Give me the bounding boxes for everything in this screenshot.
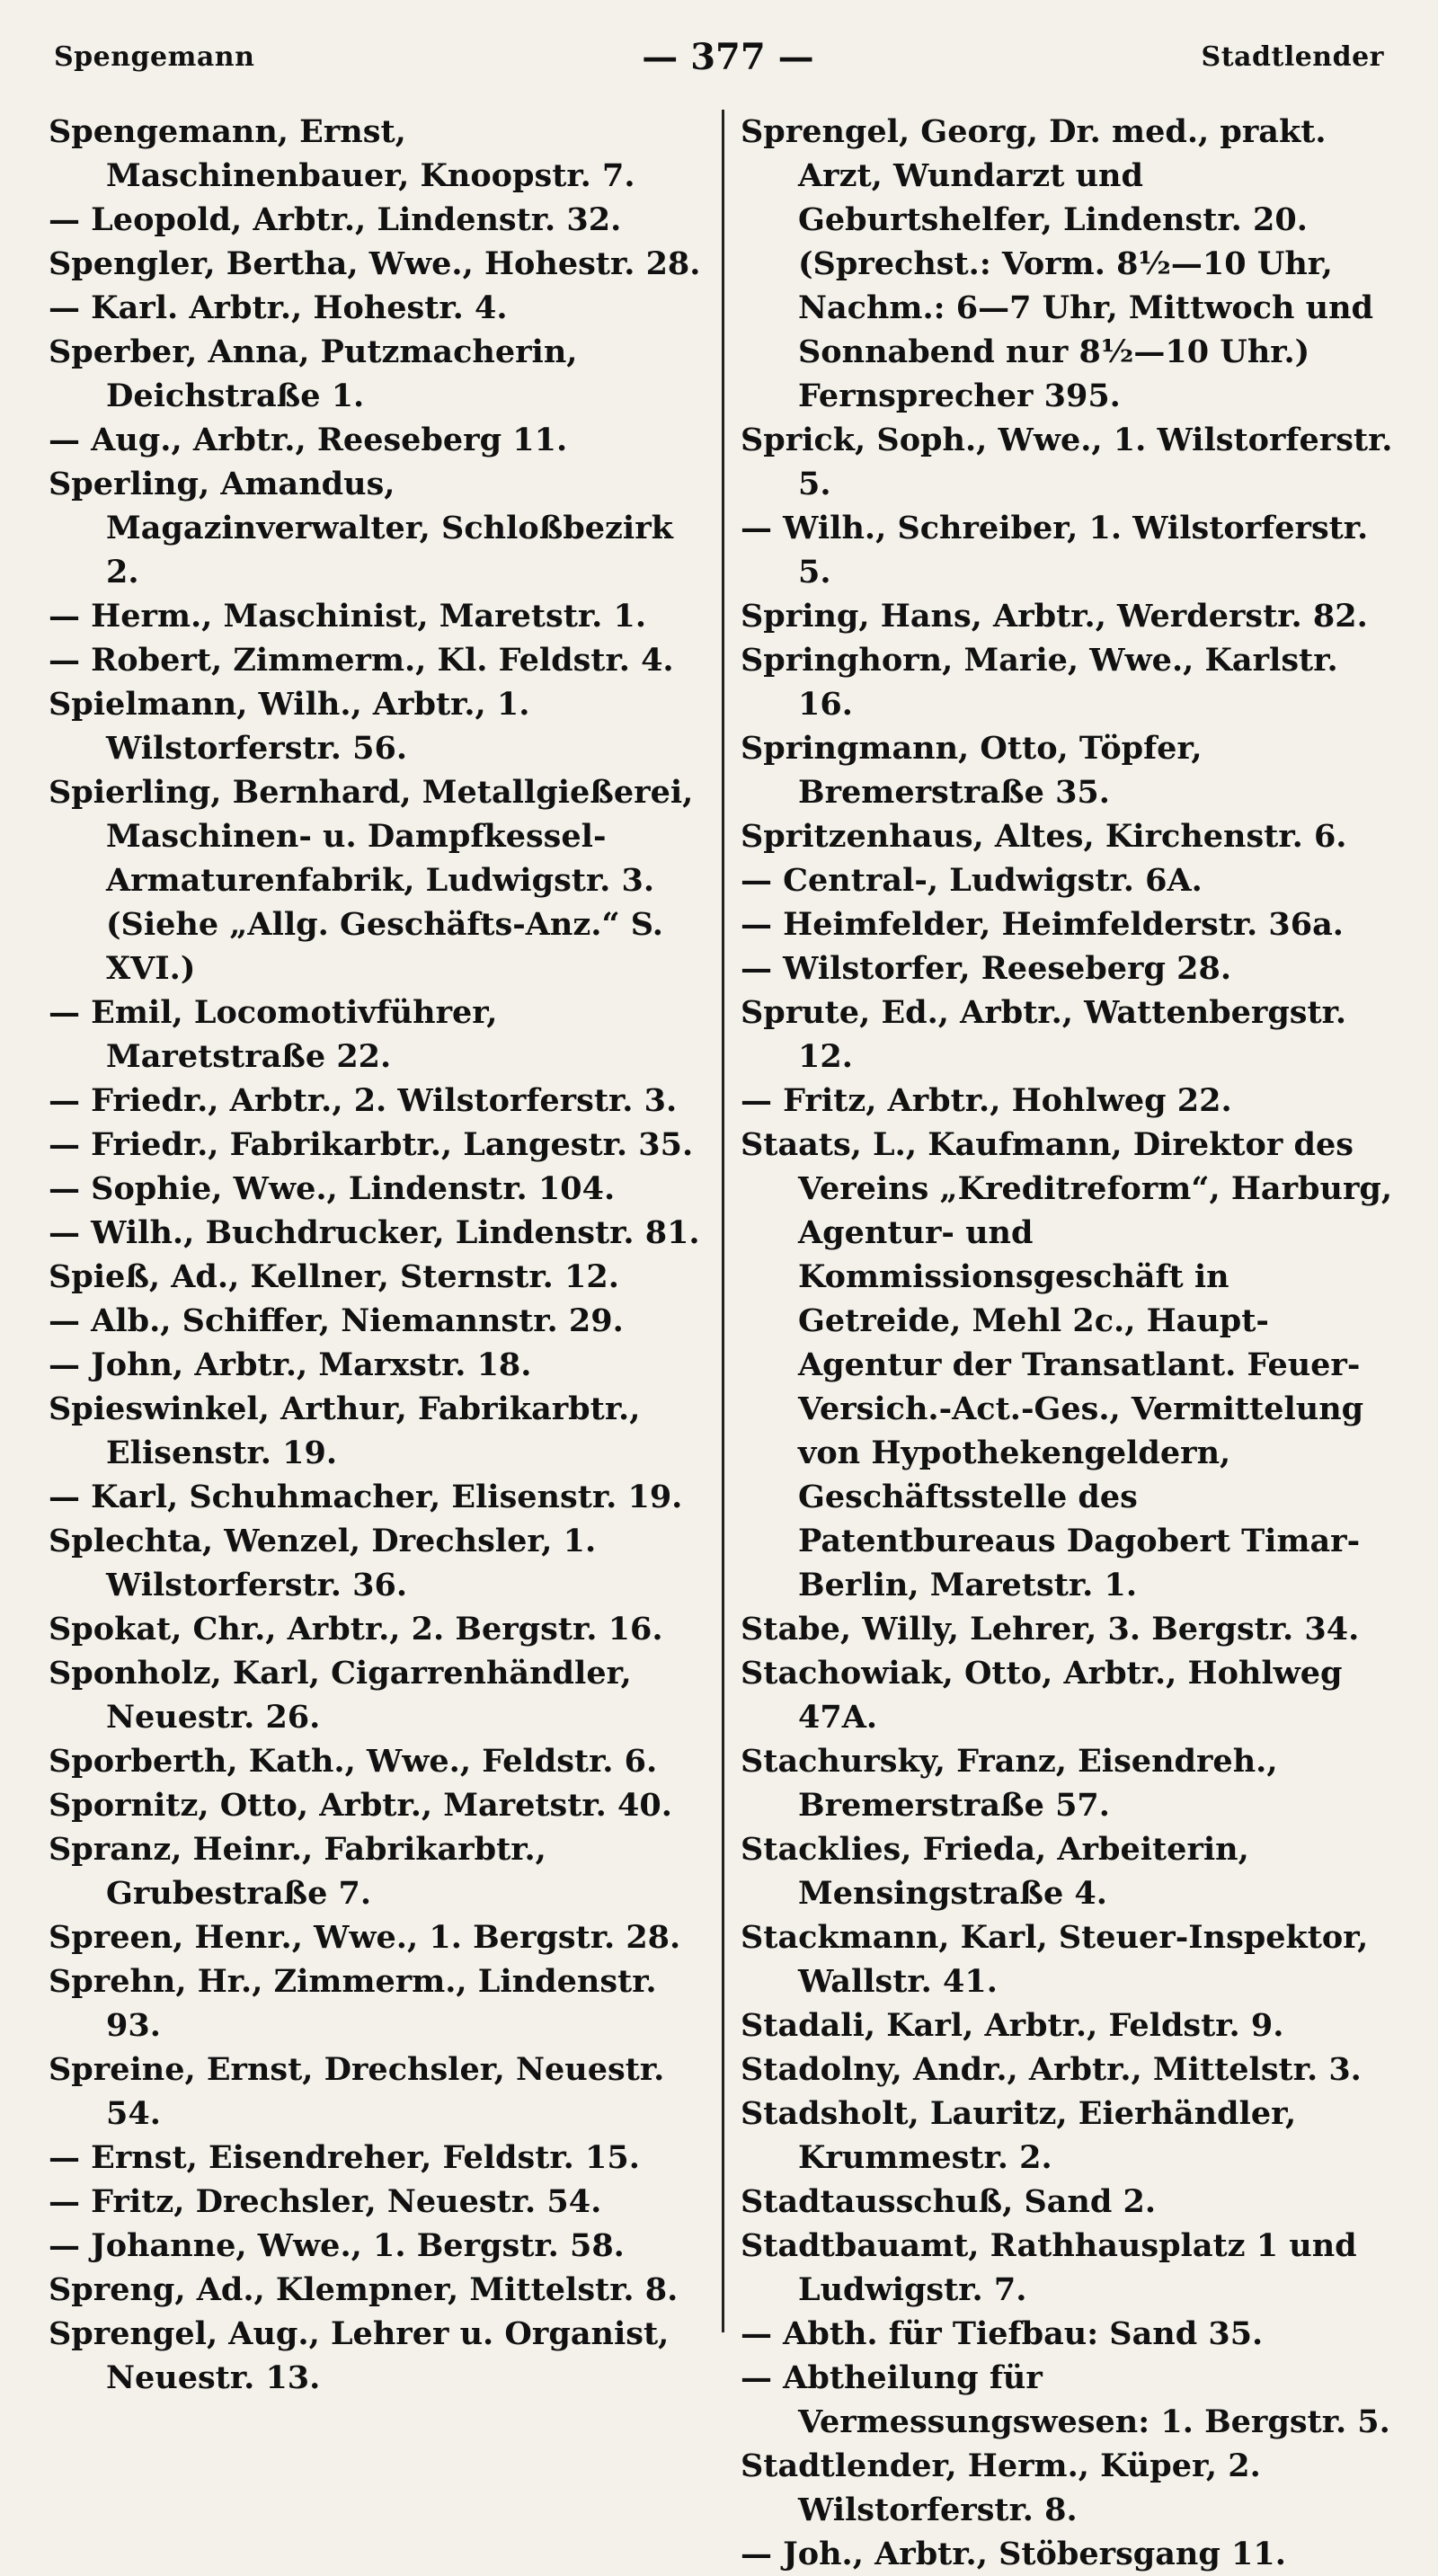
directory-entry: Stadtlender, Herm., Küper, 2. Wilstorferstr. 8.: [741, 2447, 1261, 2528]
directory-entry: — Leopold, Arbtr., Lindenstr. 32.: [49, 201, 622, 238]
directory-entry: — Heimfelder, Heimfelderstr. 36a.: [741, 906, 1344, 943]
directory-entry: — Joh., Arbtr., Stöbersgang 11.: [741, 2536, 1286, 2572]
directory-entry: Sprengel, Aug., Lehrer u. Organist, Neuestr. 13.: [49, 2315, 670, 2396]
directory-entry: Spring, Hans, Arbtr., Werderstr. 82.: [741, 598, 1368, 635]
directory-entry: Sprute, Ed., Arbtr., Wattenbergstr. 12.: [741, 994, 1347, 1075]
directory-entry: Sprehn, Hr., Zimmerm., Lindenstr. 93.: [49, 1963, 657, 2044]
directory-entry: — Robert, Zimmerm., Kl. Feldstr. 4.: [49, 642, 674, 679]
directory-entry: Spengemann, Ernst, Maschinenbauer, Knoopstr. 7.: [49, 113, 635, 194]
running-head-left: Spengemann: [54, 40, 255, 73]
directory-entry: — Friedr., Arbtr., 2. Wilstorferstr. 3.: [49, 1082, 678, 1119]
directory-entry: Spengler, Bertha, Wwe., Hohestr. 28.: [49, 245, 701, 282]
directory-entry: Spornitz, Otto, Arbtr., Maretstr. 40.: [49, 1787, 672, 1824]
directory-entry: Spritzenhaus, Altes, Kirchenstr. 6.: [741, 818, 1347, 855]
directory-entry: Stabe, Willy, Lehrer, 3. Bergstr. 34.: [741, 1611, 1360, 1648]
directory-entry: — Aug., Arbtr., Reeseberg 11.: [49, 422, 568, 458]
directory-entry: — Wilh., Buchdrucker, Lindenstr. 81.: [49, 1214, 700, 1251]
directory-entry: — Alb., Schiffer, Niemannstr. 29.: [49, 1302, 624, 1339]
page-header: [54, 25, 1384, 88]
directory-entry: Spierling, Bernhard, Metallgießerei, Maschinen- u. Dampfkessel-Armaturenfabrik, Ludwigstr. 3. (Siehe „Allg. Geschäfts-Anz.“ S. XVI.): [49, 774, 694, 987]
directory-entry: Stachowiak, Otto, Arbtr., Hohlweg 47A.: [741, 1655, 1343, 1736]
directory-entry: Spielmann, Wilh., Arbtr., 1. Wilstorferstr. 56.: [49, 686, 530, 767]
directory-entry: Spieß, Ad., Kellner, Sternstr. 12.: [49, 1258, 619, 1295]
directory-entry: Stadali, Karl, Arbtr., Feldstr. 9.: [741, 2007, 1284, 2044]
left-column: [49, 110, 722, 2396]
directory-entry: — Fritz, Drechsler, Neuestr. 54.: [49, 2183, 602, 2220]
directory-entry: Stadsholt, Lauritz, Eierhändler, Krummestr. 2.: [741, 2095, 1297, 2176]
running-head-right: Stadtlender: [1201, 40, 1384, 73]
directory-entry: Sporberth, Kath., Wwe., Feldstr. 6.: [49, 1743, 658, 1780]
directory-entry: Staats, L., Kaufmann, Direktor des Vereins „Kreditreform“, Harburg, Agentur- und Kommissionsgeschäft in Getreide, Mehl 2c., Haupt-Agentur der Transatlant. Feuer-Versich.-Act.-Ges., Vermittelung von Hypothekengeldern, Geschäftsstelle des Patentbureaus Dagobert Timar-Berlin, Maretstr. 1.: [741, 1126, 1393, 1603]
directory-entry: — Herm., Maschinist, Maretstr. 1.: [49, 598, 647, 635]
right-column: [722, 110, 1395, 2572]
directory-entry: Stadtausschuß, Sand 2.: [741, 2183, 1157, 2220]
directory-entry: Stachursky, Franz, Eisendreh., Bremerstraße 57.: [741, 1743, 1278, 1824]
directory-entry: — Central-, Ludwigstr. 6A.: [741, 862, 1203, 899]
directory-entry: Springmann, Otto, Töpfer, Bremerstraße 35.: [741, 730, 1203, 811]
directory-entry: — Karl, Schuhmacher, Elisenstr. 19.: [49, 1479, 683, 1515]
directory-entry: — Karl. Arbtr., Hohestr. 4.: [49, 289, 508, 326]
directory-entry: — Wilstorfer, Reeseberg 28.: [741, 950, 1232, 987]
directory-entry: — Abth. für Tiefbau: Sand 35.: [741, 2315, 1264, 2352]
directory-entry: Sperber, Anna, Putzmacherin, Deichstraße 1.: [49, 333, 578, 414]
directory-entry: Spokat, Chr., Arbtr., 2. Bergstr. 16.: [49, 1611, 663, 1648]
directory-entry: Stadolny, Andr., Arbtr., Mittelstr. 3.: [741, 2051, 1362, 2088]
directory-entry: Stackmann, Karl, Steuer-Inspektor, Wallstr. 41.: [741, 1919, 1369, 2000]
directory-entry: Spreine, Ernst, Drechsler, Neuestr. 54.: [49, 2051, 665, 2132]
directory-entry: — Sophie, Wwe., Lindenstr. 104.: [49, 1170, 616, 1207]
directory-entry: — Ernst, Eisendreher, Feldstr. 15.: [49, 2139, 640, 2176]
directory-entry: Spranz, Heinr., Fabrikarbtr., Grubestraße 7.: [49, 1831, 546, 1912]
page-number: — 377 —: [642, 35, 814, 78]
directory-entry: Splechta, Wenzel, Drechsler, 1. Wilstorferstr. 36.: [49, 1523, 597, 1603]
directory-entry: — Abtheilung für Vermessungswesen: 1. Bergstr. 5.: [741, 2359, 1390, 2440]
directory-entry: — Wilh., Schreiber, 1. Wilstorferstr. 5.: [741, 510, 1369, 591]
directory-entry: — John, Arbtr., Marxstr. 18.: [49, 1346, 532, 1383]
directory-entry: Spreng, Ad., Klempner, Mittelstr. 8.: [49, 2271, 679, 2308]
directory-entry: Spieswinkel, Arthur, Fabrikarbtr., Elisenstr. 19.: [49, 1390, 641, 1471]
directory-entry: Sperling, Amandus, Magazinverwalter, Schloßbezirk 2.: [49, 466, 673, 591]
directory-entry: Springhorn, Marie, Wwe., Karlstr. 16.: [741, 642, 1338, 723]
directory-entry: — Johanne, Wwe., 1. Bergstr. 58.: [49, 2227, 625, 2264]
directory-entry: — Fritz, Arbtr., Hohlweg 22.: [741, 1082, 1232, 1119]
directory-entry: — Emil, Locomotivführer, Maretstraße 22.: [49, 994, 498, 1075]
directory-entry: Stadtbauamt, Rathhausplatz 1 und Ludwigstr. 7.: [741, 2227, 1357, 2308]
directory-entry: — Friedr., Fabrikarbtr., Langestr. 35.: [49, 1126, 694, 1163]
directory-entry: Stacklies, Frieda, Arbeiterin, Mensingstraße 4.: [741, 1831, 1249, 1912]
directory-entry: Sponholz, Karl, Cigarrenhändler, Neuestr. 26.: [49, 1655, 632, 1736]
directory-entry: Sprick, Soph., Wwe., 1. Wilstorferstr. 5.: [741, 422, 1393, 502]
entry-columns: [49, 110, 1395, 2572]
directory-entry: Sprengel, Georg, Dr. med., prakt. Arzt, Wundarzt und Geburtshelfer, Lindenstr. 20. (Sprechst.: Vorm. 8½—10 Uhr, Nachm.: 6—7 Uhr, Mittwoch und Sonnabend nur 8½—10 Uhr.) Fernsprecher 395.: [741, 113, 1374, 414]
directory-entry: Spreen, Henr., Wwe., 1. Bergstr. 28.: [49, 1919, 681, 1956]
